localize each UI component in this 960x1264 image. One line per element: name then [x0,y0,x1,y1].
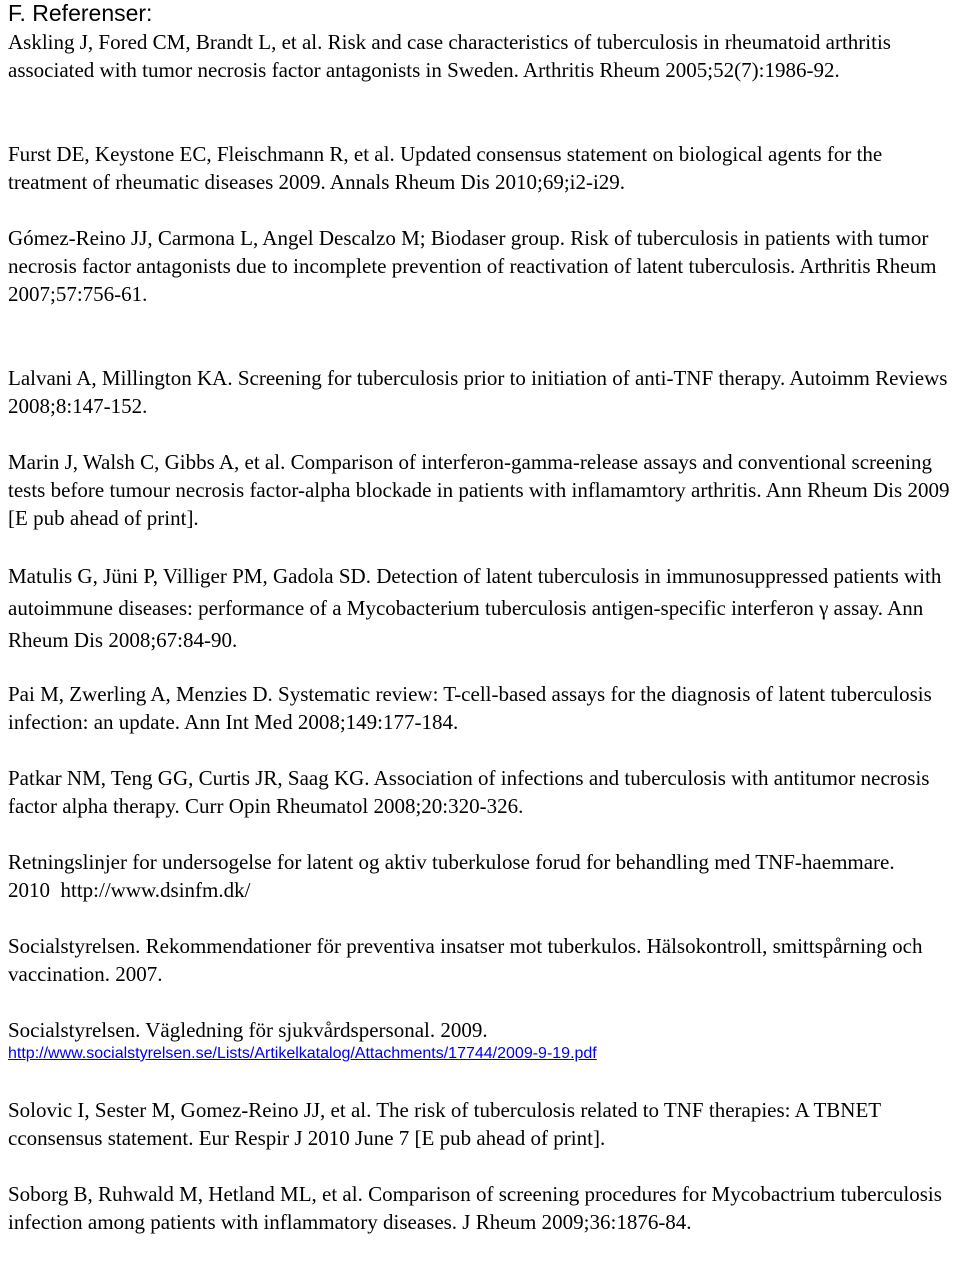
reference-item: Patkar NM, Teng GG, Curtis JR, Saag KG. Association of infections and tuberculosis with antitumor necrosis factor alpha therapy. Curr Opin Rheumatol 2008;20:320-326. [8,766,935,818]
reference-item-with-link [8,1016,958,1064]
section-heading: F. Referenser: [8,0,153,26]
reference-item: Marin J, Walsh C, Gibbs A, et al. Comparison of interferon-gamma-release assays and conventional screening tests before tumour necrosis factor-alpha blockade in patients with inflamamtory arthritis. Ann Rheum Dis 2009 [E pub ahead of print]. [8,450,955,530]
reference-item: Soborg B, Ruhwald M, Hetland ML, et al. Comparison of screening procedures for Mycobactrium tuberculosis infection among patients with inflammatory diseases. J Rheum 2009;36:1876-84. [8,1182,948,1234]
reference-item: Pai M, Zwerling A, Menzies D. Systematic review: T-cell-based assays for the diagnosis of latent tuberculosis infection: an update. Ann Int Med 2008;149:177-184. [8,682,938,734]
reference-item: Retningslinjer for undersogelse for latent og aktiv tuberkulose forud for behandling med TNF-haemmare. 2010 http://www.dsinfm.dk/ [8,850,900,902]
reference-item: Socialstyrelsen. Rekommendationer för preventiva insatser mot tuberkulos. Hälsokontroll, smittspårning och vaccination. 2007. [8,934,928,986]
reference-item: Askling J, Fored CM, Brandt L, et al. Risk and case characteristics of tuberculosis in rheumatoid arthritis associated with tumor necrosis factor antagonists in Sweden. Arthritis Rheum 2005;52(7):1986-92. [8,30,897,82]
reference-page [8,0,958,1234]
reference-item: Furst DE, Keystone EC, Fleischmann R, et al. Updated consensus statement on biological agents for the treatment of rheumatic diseases 2009. Annals Rheum Dis 2010;69;i2-i29. [8,142,888,194]
reference-item: Gómez-Reino JJ, Carmona L, Angel Descalzo M; Biodaser group. Risk of tuberculosis in patients with tumor necrosis factor antagonists due to incomplete prevention of reactivation of latent tuberculosis. Arthritis Rheum 2007;57:756-61. [8,226,942,306]
reference-link[interactable]: http://www.socialstyrelsen.se/Lists/Artikelkatalog/Attachments/17744/2009-9-19.pdf [8,1045,597,1062]
reference-item: Matulis G, Jüni P, Villiger PM, Gadola SD. Detection of latent tuberculosis in immunosuppressed patients with autoimmune diseases: performance of a Mycobacterium tuberculosis antigen-specific interferon γ assay. Ann Rheum Dis 2008;67:84-90. [8,564,947,652]
reference-text: Socialstyrelsen. Vägledning för sjukvårdspersonal. 2009. [8,1018,488,1042]
reference-item: Solovic I, Sester M, Gomez-Reino JJ, et al. The risk of tuberculosis related to TNF therapies: A TBNET cconsensus statement. Eur Respir J 2010 June 7 [E pub ahead of print]. [8,1098,886,1150]
reference-item: Lalvani A, Millington KA. Screening for tuberculosis prior to initiation of anti-TNF therapy. Autoimm Reviews 2008;8:147-152. [8,366,953,418]
